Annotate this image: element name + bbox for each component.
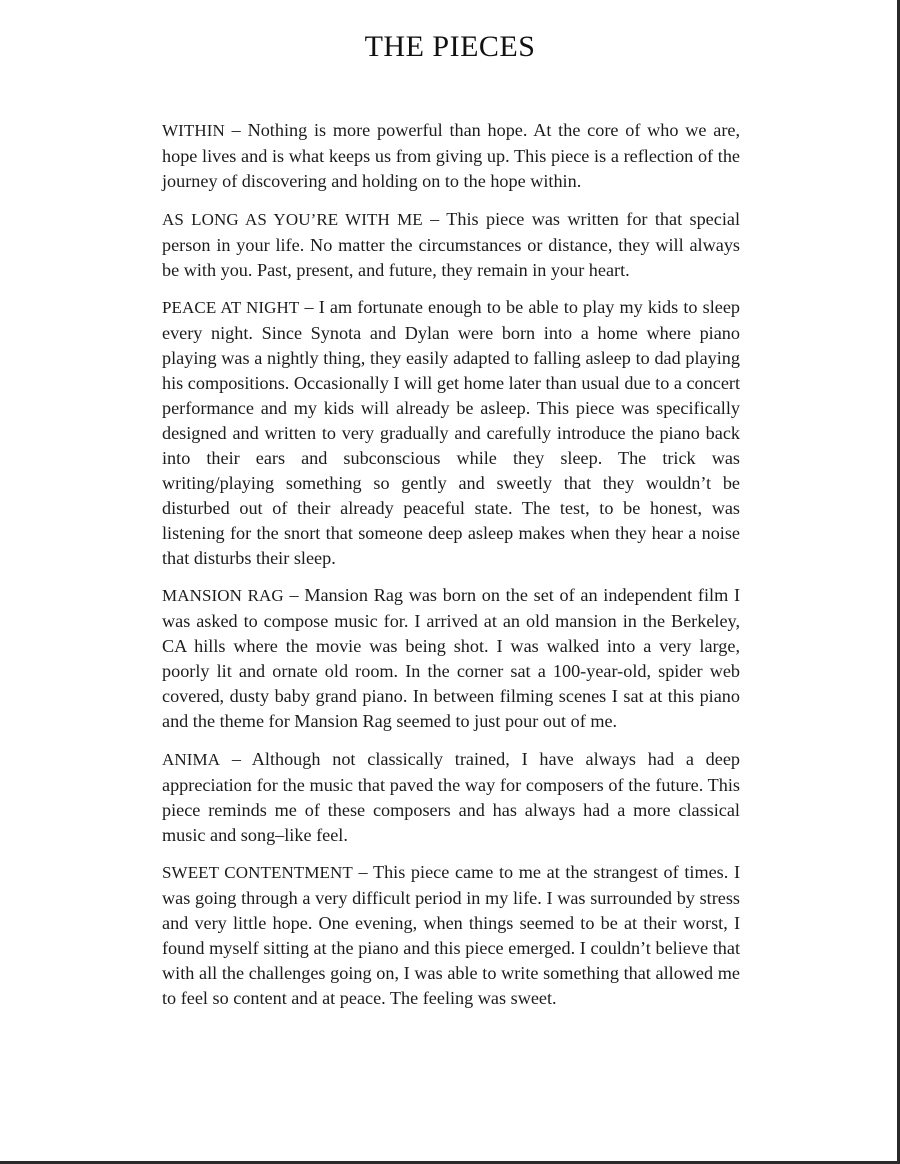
piece-anima xyxy=(162,747,740,848)
piece-name: ANIMA xyxy=(162,749,221,769)
piece-description: This piece was written for that special person in your life. No matter the circumstances or distance, they will always be with you. Past, present, and future, they remain in your heart. xyxy=(162,208,740,280)
piece-separator: – xyxy=(283,585,305,606)
piece-as-long-as-youre-with-me xyxy=(162,207,740,283)
piece-name: AS LONG AS YOU’RE WITH ME xyxy=(162,209,423,229)
piece-description: Mansion Rag was born on the set of an independent film I was asked to compose music for. I arrived at an old mansion in the Berkeley, CA hills where the movie was being shot. I was walked into a very large, poorly lit and ornate old room. In the corner sat a 100-year-old, spider web covered, dusty baby grand piano. In between filming scenes I sat at this piano and the theme for Mansion Rag seemed to just pour out of me. xyxy=(162,585,740,731)
piece-name: PEACE AT NIGHT xyxy=(162,298,300,318)
piece-separator: – xyxy=(352,862,373,883)
piece-description: Although not classically trained, I have always had a deep appreciation for the music that paved the way for composers of the future. This piece reminds me of these composers and has always had a more classical music and song–like feel. xyxy=(162,748,740,845)
piece-separator: – xyxy=(422,208,447,229)
piece-within xyxy=(162,118,740,194)
piece-separator: – xyxy=(299,297,319,318)
piece-sweet-contentment xyxy=(162,860,740,1010)
piece-description: This piece came to me at the strangest of times. I was going through a very difficult period in my life. I was surrounded by stress and very little hope. One evening, when things seemed to be at their worst, I found myself sitting at the piano and this piece emerged. I couldn’t believe that with all the challenges going on, I was able to write something that allowed me to feel so content and at peace. The feeling was sweet. xyxy=(162,862,741,1008)
piece-description: Nothing is more powerful than hope. At the core of who we are, hope lives and is what keeps us from giving up. This piece is a reflection of the journey of discovering and holding on to the hope within. xyxy=(162,120,740,191)
pieces-list xyxy=(162,118,740,1024)
piece-name: WITHIN xyxy=(162,121,225,140)
page-title: THE PIECES xyxy=(364,30,536,63)
piece-separator: – xyxy=(224,120,248,140)
piece-name: SWEET CONTENTMENT xyxy=(162,863,353,883)
piece-name: MANSION RAG xyxy=(162,586,284,606)
piece-description: I am fortunate enough to be able to play my kids to sleep every night. Since Synota and Dylan were born into a home where piano playing was a nightly thing, they easily adapted to falling asleep to dad playing his compositions. Occasionally I will get home later than usual due to a concert performance and my kids will already be asleep. This piece was specifically designed and written to very gradually and carefully introduce the piano back into their ears and subconscious while they sleep. The trick was writing/playing something so gently and sweetly that they wouldn’t be disturbed out of their already peaceful state. The test, to be honest, was listening for the snort that someone deep asleep makes when they hear a noise that disturbs their sleep. xyxy=(162,297,740,568)
piece-mansion-rag xyxy=(162,583,740,733)
piece-peace-at-night xyxy=(162,295,740,570)
piece-separator: – xyxy=(220,748,252,769)
